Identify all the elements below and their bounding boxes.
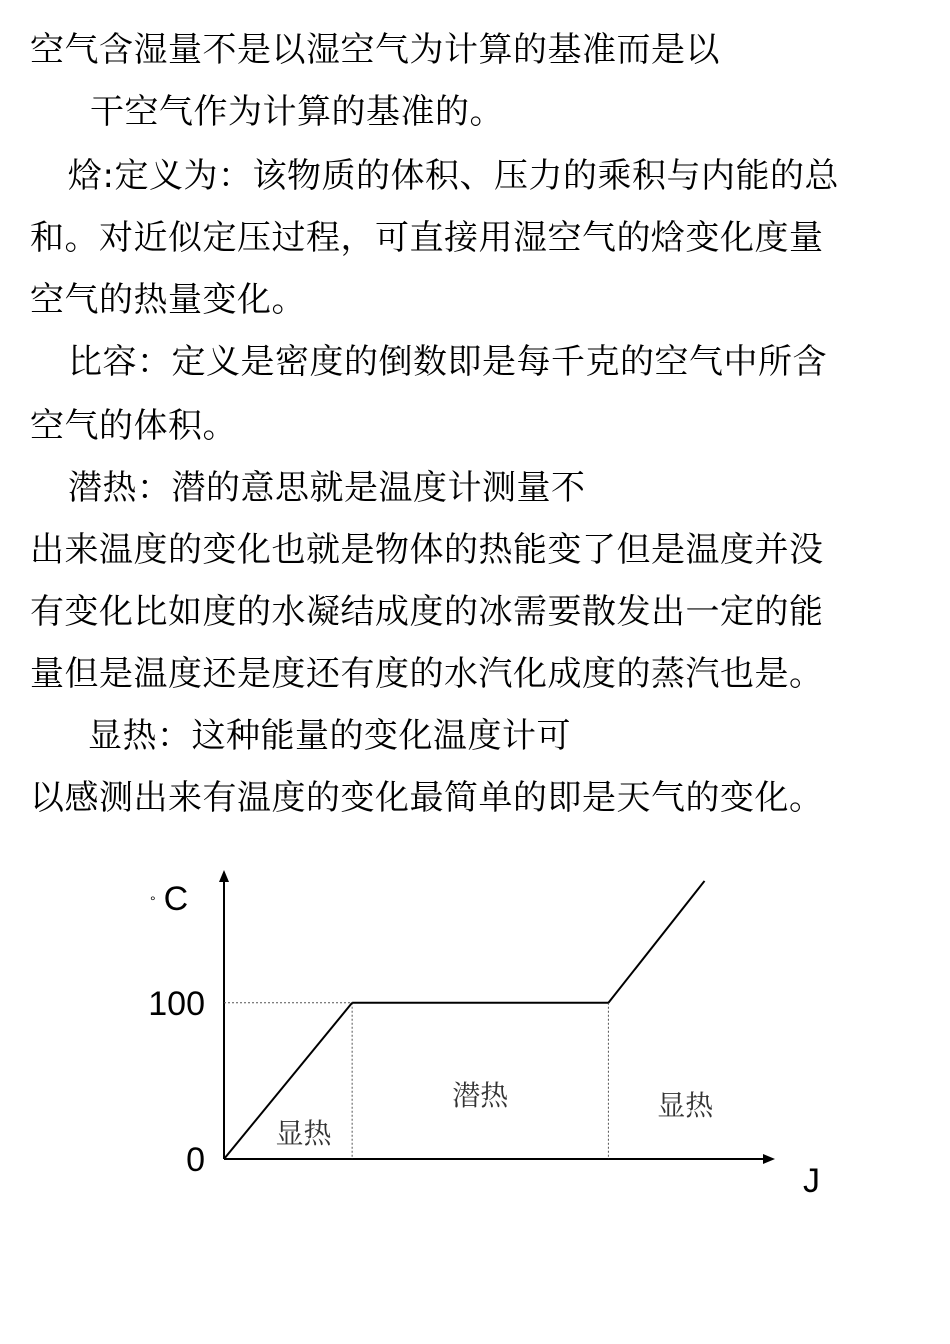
paragraph-line: 有变化比如度的水凝结成度的冰需要散发出一定的能 — [30, 592, 824, 632]
paragraph-line: 以感测出来有温度的变化最简单的即是天气的变化。 — [30, 778, 824, 818]
heat-temperature-chart — [0, 850, 950, 1250]
y-axis-arrow — [219, 870, 229, 882]
y-unit-label: ° C — [150, 880, 189, 918]
paragraph-line: 干空气作为计算的基准的。 — [90, 92, 504, 132]
paragraph-line: 空气含湿量不是以湿空气为计算的基准而是以 — [30, 30, 720, 70]
curve-segment — [608, 881, 704, 1003]
paragraph-line: 量但是温度还是度还有度的水汽化成度的蒸汽也是。 — [30, 654, 824, 694]
paragraph-line: 比容：定义是密度的倒数即是每千克的空气中所含 — [68, 342, 827, 382]
y-tick-label: 0 — [186, 1141, 205, 1179]
region-label: 潜热 — [452, 1079, 509, 1112]
region-label: 显热 — [657, 1089, 714, 1122]
paragraph-line: 焓:定义为：该物质的体积、压力的乘积与内能的总 — [68, 156, 839, 196]
region-label: 显热 — [275, 1117, 332, 1150]
paragraph-line: 空气的体积。 — [30, 406, 237, 446]
x-axis-arrow — [763, 1154, 775, 1164]
paragraph-line: 潜热：潜的意思就是温度计测量不 — [68, 468, 586, 508]
paragraph-line: 空气的热量变化。 — [30, 280, 306, 320]
x-unit-label: J — [803, 1162, 820, 1200]
y-tick-label: 100 — [148, 984, 205, 1023]
paragraph-line: 和。对近似定压过程，可直接用湿空气的焓变化度量 — [30, 218, 824, 258]
paragraph-line: 出来温度的变化也就是物体的热能变了但是温度并没 — [30, 530, 824, 570]
paragraph-line: 显热：这种能量的变化温度计可 — [88, 716, 571, 756]
